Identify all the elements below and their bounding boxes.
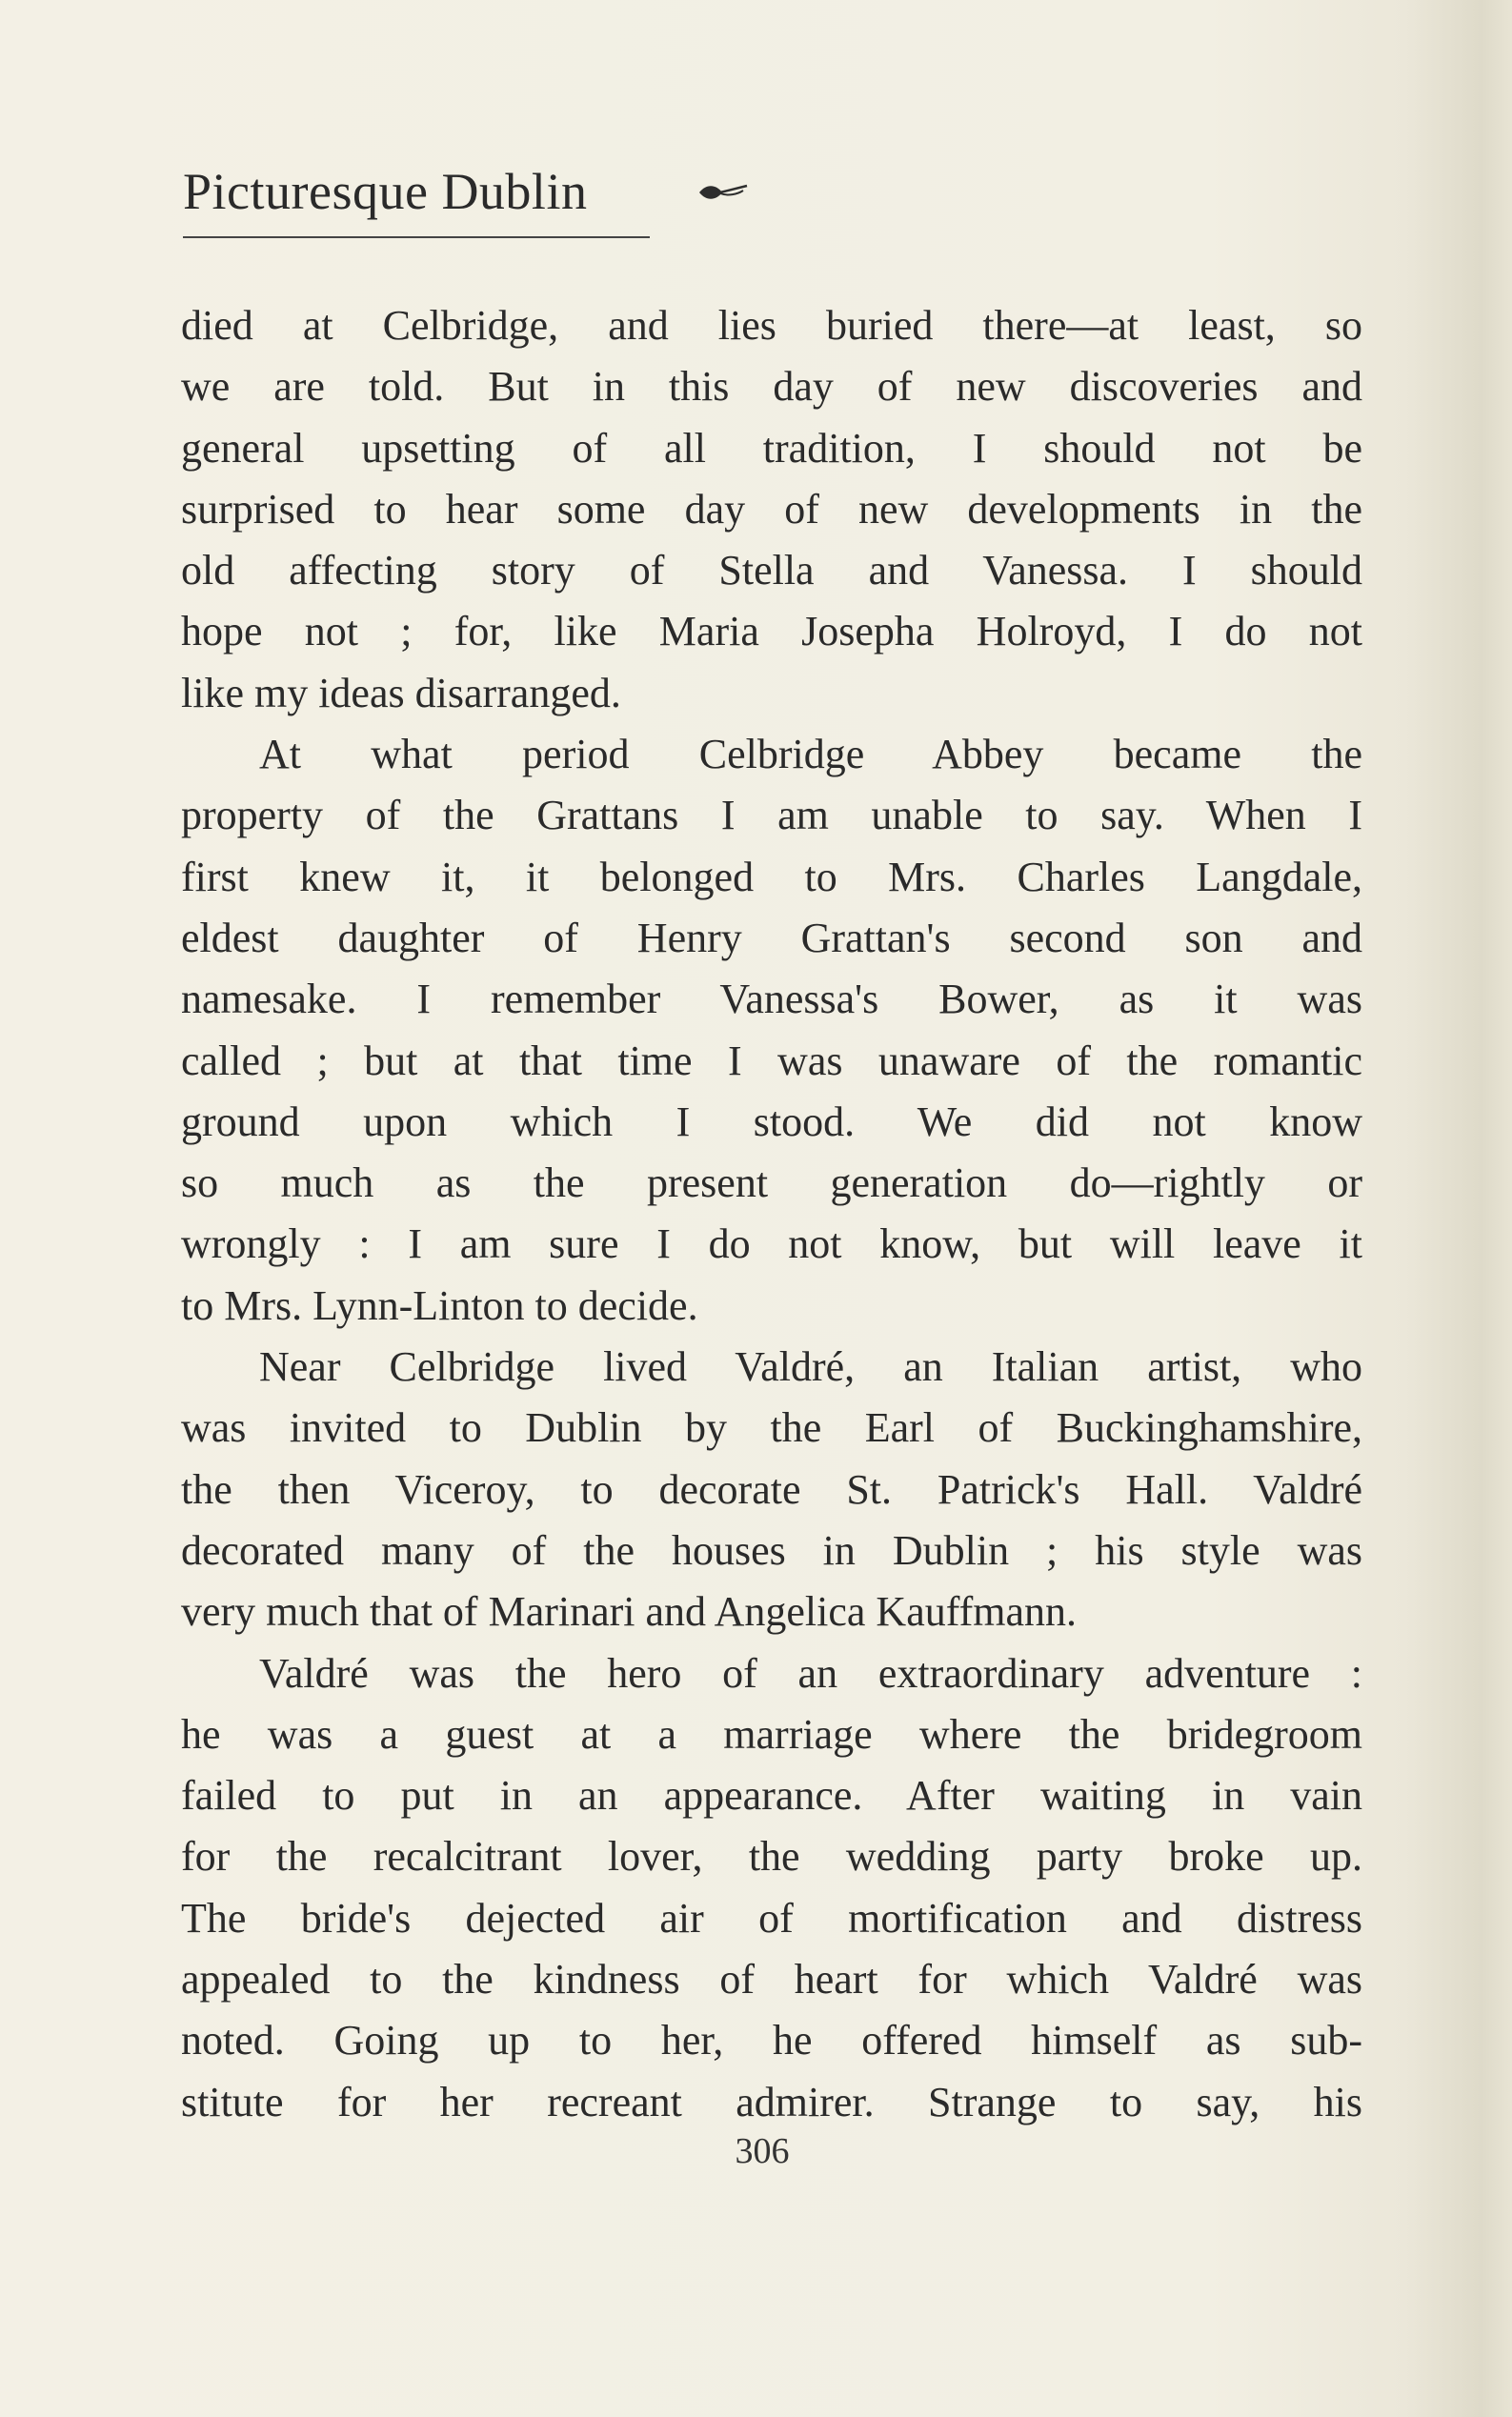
text-line: eldest daughter of Henry Grattan's second son and <box>181 914 1362 961</box>
running-head <box>183 160 650 238</box>
text-line: property of the Grattans I am unable to say. When I <box>181 792 1362 839</box>
text-line: surprised to hear some day of new developments in the <box>181 485 1362 533</box>
body-text <box>181 295 1362 2133</box>
text-line: we are told. But in this day of new discoveries and <box>181 363 1362 411</box>
text-line: very much that of Marinari and Angelica Kauffmann. <box>181 1588 1077 1636</box>
text-line: died at Celbridge, and lies buried there—at least, so <box>181 302 1362 349</box>
text-line: Valdré was the hero of an extraordinary adventure : <box>259 1649 1362 1697</box>
text-line: At what period Celbridge Abbey became the <box>259 731 1362 778</box>
text-line: was invited to Dublin by the Earl of Buckinghamshire, <box>181 1404 1362 1452</box>
text-line: old affecting story of Stella and Vanessa. I should <box>181 547 1362 594</box>
text-line: decorated many of the houses in Dublin ; his style was <box>181 1526 1362 1574</box>
text-line: the then Viceroy, to decorate St. Patrick's Hall. Valdré <box>181 1465 1362 1513</box>
text-line: called ; but at that time I was unaware of the romantic <box>181 1037 1362 1084</box>
text-line: hope not ; for, like Maria Josepha Holroyd, I do not <box>181 608 1362 655</box>
text-line: noted. Going up to her, he offered himself as sub- <box>181 2017 1362 2065</box>
leaf-ornament-icon <box>696 181 753 204</box>
text-line: he was a guest at a marriage where the bridegroom <box>181 1710 1362 1758</box>
text-line: appealed to the kindness of heart for which Valdré was <box>181 1956 1362 2004</box>
text-line: so much as the present generation do—rightly or <box>181 1159 1362 1207</box>
text-line: for the recalcitrant lover, the wedding party broke up. <box>181 1833 1362 1881</box>
text-line: wrongly : I am sure I do not know, but will leave it <box>181 1220 1362 1268</box>
page-number: 306 <box>735 2131 790 2171</box>
text-line: like my ideas disarranged. <box>181 669 621 716</box>
text-line: ground upon which I stood. We did not know <box>181 1098 1362 1145</box>
text-line: Near Celbridge lived Valdré, an Italian artist, who <box>259 1343 1362 1391</box>
running-title: Picturesque Dublin <box>183 163 588 220</box>
text-line: first knew it, it belonged to Mrs. Charles Langdale, <box>181 853 1362 900</box>
text-line: stitute for her recreant admirer. Strange to say, his <box>181 2078 1362 2125</box>
text-line: The bride's dejected air of mortification and distress <box>181 1894 1362 1942</box>
text-line: namesake. I remember Vanessa's Bower, as it was <box>181 976 1362 1023</box>
text-line: general upsetting of all tradition, I should not be <box>181 424 1362 472</box>
text-line: failed to put in an appearance. After waiting in vain <box>181 1772 1362 1820</box>
text-line: to Mrs. Lynn-Linton to decide. <box>181 1281 698 1329</box>
